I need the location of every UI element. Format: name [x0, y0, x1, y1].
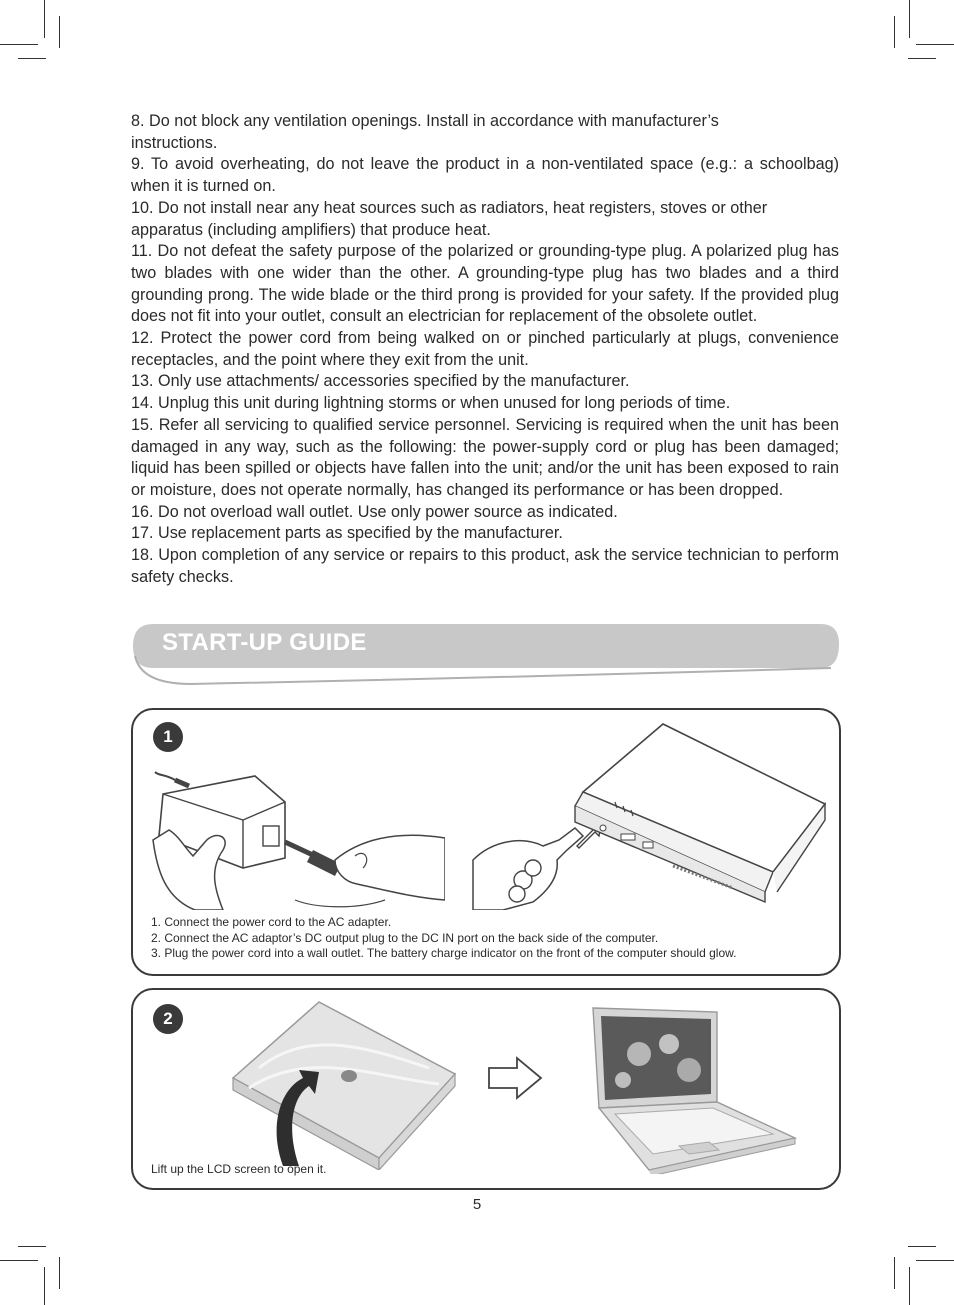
crop-mark — [44, 1267, 45, 1305]
step-1-captions — [151, 915, 736, 962]
laptop-back-illustration — [563, 716, 833, 906]
crop-mark — [908, 58, 936, 59]
crop-mark — [894, 1257, 895, 1289]
laptop-open-illustration — [589, 1004, 799, 1174]
crop-mark — [59, 1257, 60, 1289]
crop-mark — [908, 1246, 936, 1247]
ac-adapter-illustration — [145, 760, 445, 910]
crop-mark — [18, 58, 46, 59]
crop-mark — [909, 0, 910, 38]
step-1-panel — [131, 708, 841, 976]
step-1-caption-2: 2. Connect the AC adaptor’s DC output plug to the DC IN port on the back side of the computer. — [151, 930, 659, 945]
crop-mark — [18, 1246, 46, 1247]
arrow-right-icon — [487, 1056, 543, 1100]
step-1-caption-3: 3. Plug the power cord into a wall outlet. The battery charge indicator on the front of the computer should glow. — [151, 946, 737, 960]
instruction-8-line2: instructions. — [131, 133, 218, 152]
instruction-13: 13. Only use attachments/ accessories specified by the manufacturer. — [131, 372, 630, 391]
instruction-14: 14. Unplug this unit during lightning storms or when unused for long periods of time. — [131, 394, 731, 413]
safety-instructions — [131, 111, 839, 588]
crop-mark — [0, 1260, 38, 1261]
instruction-18: 18. Upon completion of any service or repairs to this product, ask the service technician to perform safety checks. — [131, 546, 839, 586]
crop-mark — [916, 1260, 954, 1261]
step-2-caption: Lift up the LCD screen to open it. — [151, 1162, 327, 1176]
step-2-panel — [131, 988, 841, 1190]
crop-mark — [0, 44, 38, 45]
instruction-11: 11. Do not defeat the safety purpose of the polarized or grounding-type plug. A polarized plug has two blades with one wider than the other. A grounding-type plug has two blades and a third grounding prong. The wide blade or the third prong is provided for your safety. If the provided plug does not fit into your outlet, consult an electrician for replacement of the obsolete outlet. — [131, 242, 839, 326]
step-1-badge: 1 — [153, 722, 183, 752]
step-2-badge: 2 — [153, 1004, 183, 1034]
laptop-closed-illustration — [229, 998, 459, 1170]
instruction-17: 17. Use replacement parts as specified by the manufacturer. — [131, 524, 563, 543]
instruction-8-line1: 8. Do not block any ventilation openings. Install in accordance with manufacturer’s — [131, 112, 719, 130]
crop-mark — [894, 16, 895, 48]
instruction-9: 9. To avoid overheating, do not leave the product in a non-ventilated space (e.g.: a schoolbag) when it is turned on. — [131, 155, 839, 196]
page-number: 5 — [472, 1196, 482, 1213]
instruction-10-line2: apparatus (including amplifiers) that produce heat. — [131, 220, 491, 239]
instruction-16: 16. Do not overload wall outlet. Use only power source as indicated. — [131, 502, 618, 521]
crop-mark — [909, 1267, 910, 1305]
step-1-caption-1: 1. Connect the power cord to the AC adapter. — [151, 915, 392, 929]
crop-mark — [44, 0, 45, 38]
crop-mark — [916, 44, 954, 45]
section-title: START-UP GUIDE — [162, 629, 367, 656]
instruction-10-line1: 10. Do not install near any heat sources such as radiators, heat registers, stoves or other — [131, 198, 768, 217]
crop-mark — [59, 16, 60, 48]
instruction-15: 15. Refer all servicing to qualified service personnel. Servicing is required when the unit has been damaged in any way, such as the following: the power-supply cord or plug has been damaged; liquid has been spilled or objects have fallen into the unit; and/or the unit has been exposed to rain or moisture, does not operate normally, has changed its performance or has been dropped. — [131, 415, 839, 499]
instruction-12: 12. Protect the power cord from being walked on or pinched particularly at plugs, convenience receptacles, and the point where they exit from the unit. — [131, 329, 839, 369]
